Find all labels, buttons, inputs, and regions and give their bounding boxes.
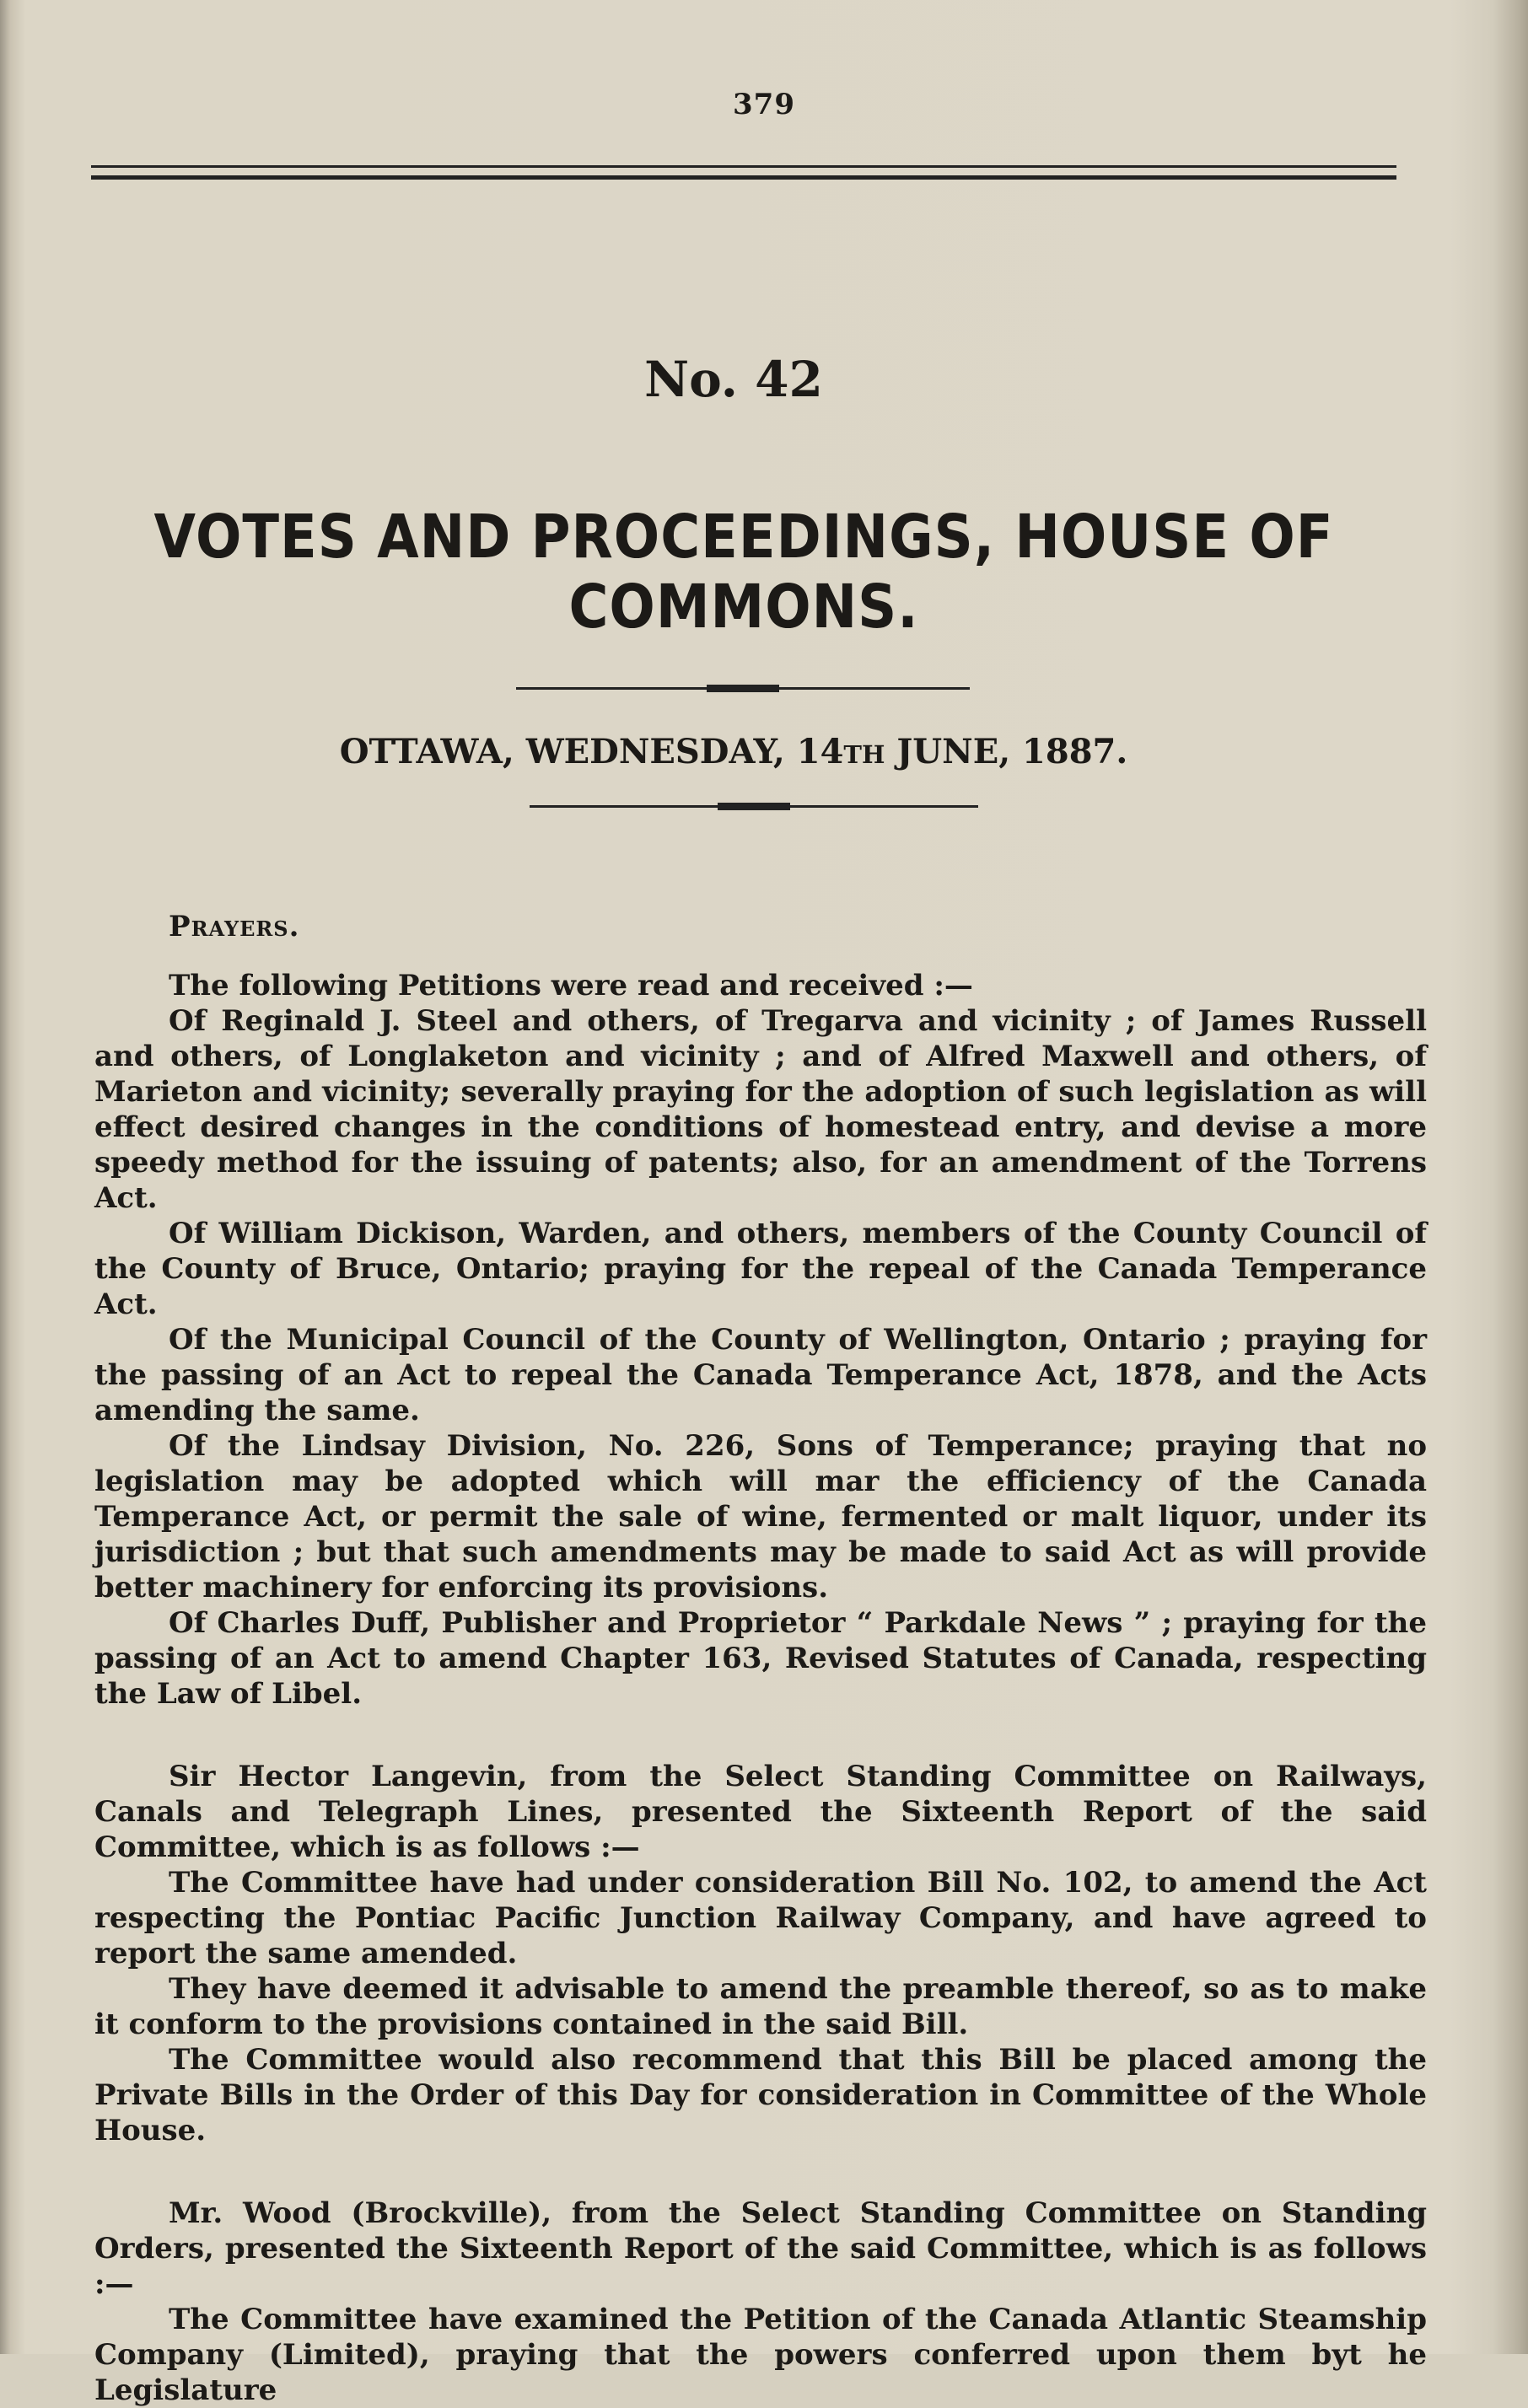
report-paragraph: They have deemed it advisable to amend the preamble thereof, so as to make it conform to the provisions contained in the said Bill. (94, 1972, 1427, 2041)
date-main: OTTAWA, WEDNESDAY, 14 (339, 732, 844, 771)
prayers-heading: Prayers. (169, 910, 300, 943)
petition-paragraph: Of Charles Duff, Publisher and Proprietor “ Parkdale News ” ; praying for the passing of an Act to amend Chapter 163, Revised Statutes of Canada, respecting the Law of Libel. (94, 1606, 1427, 1711)
title-divider-ornament (516, 685, 970, 693)
report-paragraph: The Committee would also recommend that this Bill be placed among the Private Bills in the Order of this Day for consideration in Committee of the Whole House. (94, 2043, 1427, 2147)
petition-paragraph: Of the Lindsay Division, No. 226, Sons of Temperance; praying that no legislation may be adopted which will mar the efficiency of the Canada Temperance Act, or permit the sale of wine, fermented or malt liquor, under its jurisdiction ; but that such amendments may be made to said Act as will provide better machinery for enforcing its provisions. (94, 1429, 1427, 1604)
petition-paragraph: Of Reginald J. Steel and others, of Tregarva and vicinity ; of James Russell and others, of Longlaketon and vicinity ; and of Alfred Maxwell and others, of Marieton and vicinity; severally praying for the adoption of such legislation as will effect desired changes in the conditions of homestead entry, and devise a more speedy method for the issuing of patents; also, for an amendment of the Torrens Act. (94, 1004, 1427, 1215)
date-suffix: TH (843, 740, 885, 769)
petition-paragraph: Of the Municipal Council of the County of Wellington, Ontario ; praying for the passing of an Act to repeal the Canada Temperance Act, 1878, and the Acts amending the same. (94, 1323, 1427, 1427)
petitions-intro: The following Petitions were read and received :— (169, 969, 973, 1002)
date-tail: JUNE, 1887. (885, 732, 1128, 771)
report-paragraph: The Committee have had under consideration Bill No. 102, to amend the Act respecting the Pontiac Pacific Junction Railway Company, and have agreed to report the same amended. (94, 1866, 1427, 1970)
date-divider-ornament (530, 803, 978, 811)
date-line (0, 732, 1467, 771)
report-intro-paragraph: Mr. Wood (Brockville), from the Select Standing Committee on Standing Orders, presented the Sixteenth Report of the said Committee, which is as follows :— (94, 2196, 1427, 2301)
report-paragraph: The Committee have examined the Petition of the Canada Atlantic Steamship Company (Limited), praying that the powers conferred upon them byt he Legislature (94, 2303, 1427, 2407)
report-intro-paragraph: Sir Hector Langevin, from the Select Standing Committee on Railways, Canals and Telegraph Lines, presented the Sixteenth Report of the said Committee, which is as follows :— (94, 1760, 1427, 1864)
proceedings-body (94, 909, 1427, 2408)
page-number: 379 (733, 88, 795, 121)
document-title: VOTES AND PROCEEDINGS, HOUSE OF COMMONS. (153, 503, 1334, 642)
document-number: No. 42 (644, 351, 823, 408)
header-rule (91, 162, 1396, 189)
petition-paragraph: Of William Dickison, Warden, and others, members of the County Council of the County of Bruce, Ontario; praying for the repeal of the Canada Temperance Act. (94, 1217, 1427, 1321)
